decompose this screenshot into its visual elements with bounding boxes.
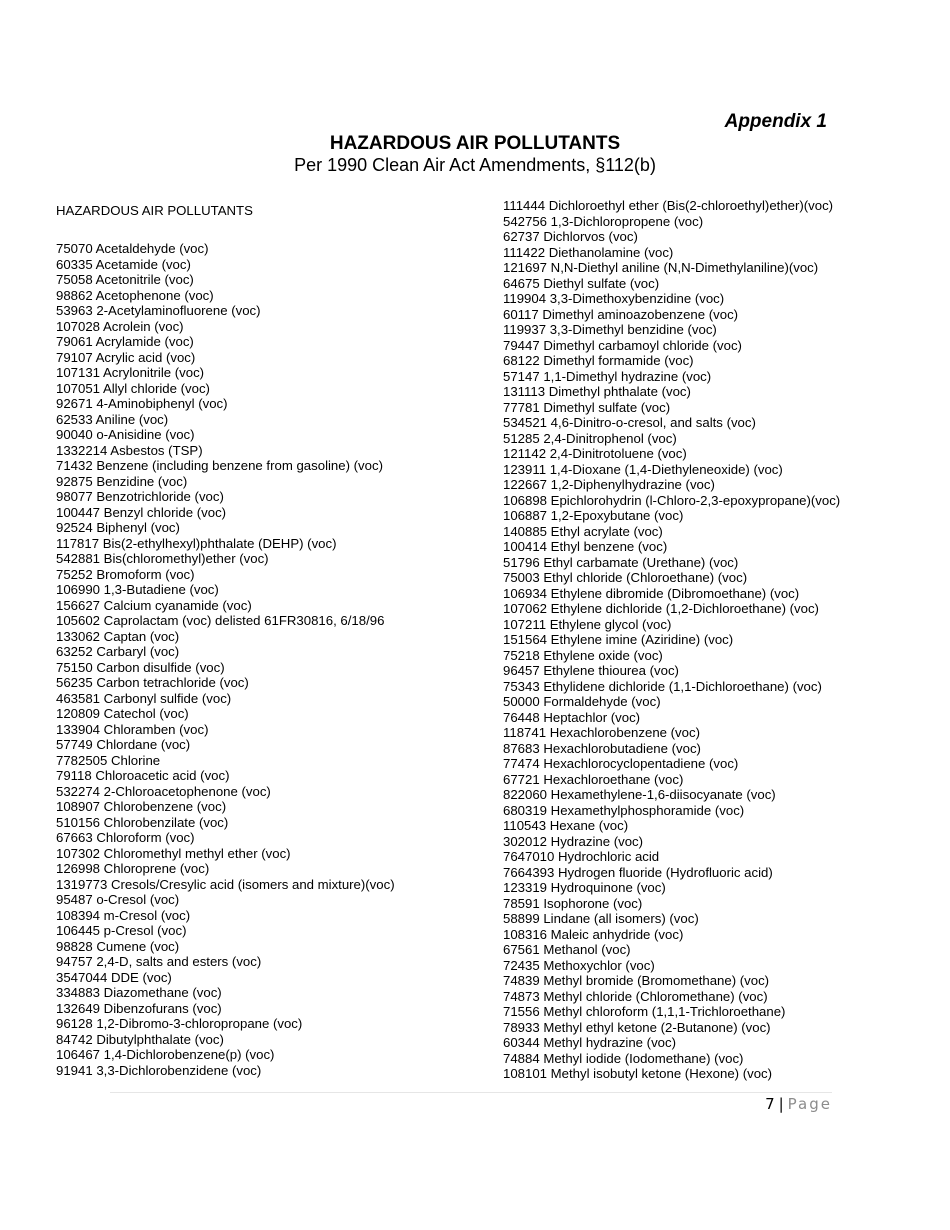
pollutant-entry: 118741 Hexachlorobenzene (voc) bbox=[503, 725, 700, 740]
pollutant-entry: 151564 Ethylene imine (Aziridine) (voc) bbox=[503, 632, 734, 647]
pollutant-entry: 111422 Diethanolamine (voc) bbox=[503, 244, 674, 260]
pollutant-entry: 79061 Acrylamide (voc) bbox=[56, 334, 194, 349]
pollutant-entry: 62533 Aniline (voc) bbox=[56, 411, 169, 427]
pollutant-entry: 57749 Chlordane (voc) bbox=[56, 737, 191, 752]
pollutant-entry: 133904 Chloramben (voc) bbox=[56, 721, 209, 737]
page-label: Page bbox=[787, 1095, 832, 1113]
pollutant-entry: 126998 Chloroprene (voc) bbox=[56, 861, 210, 876]
pollutant-entry: 105602 Caprolactam (voc) delisted 61FR30816, 6/18/96 bbox=[56, 613, 385, 628]
pollutant-entry: 78933 Methyl ethyl ketone (2-Butanone) (voc) bbox=[503, 1019, 771, 1035]
pollutant-entry: 76448 Heptachlor (voc) bbox=[503, 709, 641, 725]
pollutant-entry: 106934 Ethylene dibromide (Dibromoethane) (voc) bbox=[503, 585, 800, 601]
pollutant-entry: 96128 1,2-Dibromo-3-chloropropane (voc) bbox=[56, 1016, 303, 1031]
pollutant-entry: 79107 Acrylic acid (voc) bbox=[56, 349, 196, 365]
pollutant-entry: 463581 Carbonyl sulfide (voc) bbox=[56, 690, 232, 706]
pollutant-entry: 56235 Carbon tetrachloride (voc) bbox=[56, 675, 249, 690]
pollutant-entry: 72435 Methoxychlor (voc) bbox=[503, 957, 655, 973]
pollutant-entry: 63252 Carbaryl (voc) bbox=[56, 644, 180, 659]
pollutant-entry: 107062 Ethylene dichloride (1,2-Dichloroethane) (voc) bbox=[503, 601, 819, 616]
pollutant-entry: 100447 Benzyl chloride (voc) bbox=[56, 504, 227, 520]
pollutant-entry: 75150 Carbon disulfide (voc) bbox=[56, 659, 225, 675]
pollutant-entry: 57147 1,1-Dimethyl hydrazine (voc) bbox=[503, 368, 712, 384]
page-footer bbox=[765, 1095, 832, 1113]
pollutant-entry: 79118 Chloroacetic acid (voc) bbox=[56, 768, 230, 783]
pollutant-entry: 75003 Ethyl chloride (Chloroethane) (voc) bbox=[503, 570, 748, 585]
document-subtitle: Per 1990 Clean Air Act Amendments, §112(b) bbox=[294, 155, 656, 175]
pollutant-entry: 106467 1,4-Dichlorobenzene(p) (voc) bbox=[56, 1047, 275, 1062]
pollutant-entry: 98828 Cumene (voc) bbox=[56, 938, 180, 954]
pollutant-entry: 132649 Dibenzofurans (voc) bbox=[56, 1000, 222, 1016]
pollutant-entry: 120809 Catechol (voc) bbox=[56, 706, 189, 721]
footer-divider bbox=[110, 1092, 832, 1093]
pollutant-entry: 133062 Captan (voc) bbox=[56, 628, 180, 644]
pollutant-entry: 7664393 Hydrogen fluoride (Hydrofluoric acid) bbox=[503, 864, 773, 880]
pollutant-entry: 60335 Acetamide (voc) bbox=[56, 256, 191, 272]
pollutant-entry: 60117 Dimethyl aminoazobenzene (voc) bbox=[503, 306, 739, 322]
pollutant-entry: 107302 Chloromethyl methyl ether (voc) bbox=[56, 845, 291, 861]
pollutant-entry: 110543 Hexane (voc) bbox=[503, 818, 629, 833]
pollutant-entry: 67663 Chloroform (voc) bbox=[56, 830, 195, 845]
pollutant-entry: 123319 Hydroquinone (voc) bbox=[503, 880, 666, 895]
pollutant-entry: 71556 Methyl chloroform (1,1,1-Trichloroethane) bbox=[503, 1004, 786, 1019]
pollutant-entry: 302012 Hydrazine (voc) bbox=[503, 833, 644, 849]
pollutant-entry: 107211 Ethylene glycol (voc) bbox=[503, 616, 672, 632]
pollutant-entry: 87683 Hexachlorobutadiene (voc) bbox=[503, 740, 701, 756]
pollutant-entry: 75252 Bromoform (voc) bbox=[56, 566, 195, 582]
pollutant-entry: 140885 Ethyl acrylate (voc) bbox=[503, 523, 663, 539]
pollutant-entry: 107131 Acrylonitrile (voc) bbox=[56, 365, 205, 380]
pollutant-entry: 51796 Ethyl carbamate (Urethane) (voc) bbox=[503, 554, 739, 570]
pollutant-entry: 60344 Methyl hydrazine (voc) bbox=[503, 1035, 676, 1050]
pollutant-entry: 53963 2-Acetylaminofluorene (voc) bbox=[56, 303, 261, 318]
pollutant-entry: 98862 Acetophenone (voc) bbox=[56, 287, 214, 303]
pollutant-entry: 117817 Bis(2-ethylhexyl)phthalate (DEHP) (voc) bbox=[56, 535, 337, 551]
pollutant-entry: 542881 Bis(chloromethyl)ether (voc) bbox=[56, 551, 269, 566]
document-title: HAZARDOUS AIR POLLUTANTS bbox=[329, 133, 621, 154]
footer-separator: | bbox=[778, 1095, 784, 1113]
pollutant-entry: 106990 1,3-Butadiene (voc) bbox=[56, 582, 219, 597]
pollutant-entry: 92671 4-Aminobiphenyl (voc) bbox=[56, 396, 228, 411]
page-number: 7 bbox=[765, 1095, 775, 1113]
pollutant-entry: 108316 Maleic anhydride (voc) bbox=[503, 926, 684, 942]
pollutant-entry: 64675 Diethyl sulfate (voc) bbox=[503, 275, 660, 291]
pollutant-entry: 106887 1,2-Epoxybutane (voc) bbox=[503, 508, 684, 523]
pollutant-entry: 111444 Dichloroethyl ether (Bis(2-chloroethyl)ether)(voc) bbox=[503, 198, 834, 213]
pollutant-entry: 122667 1,2-Diphenylhydrazine (voc) bbox=[503, 477, 715, 492]
pollutant-entry: 67721 Hexachloroethane (voc) bbox=[503, 771, 684, 787]
pollutant-entry: 510156 Chlorobenzilate (voc) bbox=[56, 814, 229, 830]
pollutant-entry: 92875 Benzidine (voc) bbox=[56, 473, 188, 489]
pollutant-entry: 75218 Ethylene oxide (voc) bbox=[503, 647, 663, 663]
pollutant-entry: 79447 Dimethyl carbamoyl chloride (voc) bbox=[503, 337, 742, 353]
pollutant-entry: 74884 Methyl iodide (Iodomethane) (voc) bbox=[503, 1050, 744, 1066]
pollutant-entry: 106898 Epichlorohydrin (l-Chloro-2,3-epoxypropane)(voc) bbox=[503, 492, 841, 508]
pollutant-entry: 1332214 Asbestos (TSP) bbox=[56, 442, 203, 458]
pollutant-entry: 67561 Methanol (voc) bbox=[503, 942, 631, 957]
pollutant-entry: 58899 Lindane (all isomers) (voc) bbox=[503, 911, 699, 926]
pollutant-entry: 107051 Allyl chloride (voc) bbox=[56, 380, 210, 396]
left-column-list bbox=[56, 241, 395, 1078]
pollutant-entry: 95487 o-Cresol (voc) bbox=[56, 892, 180, 907]
pollutant-entry: 156627 Calcium cyanamide (voc) bbox=[56, 597, 252, 613]
pollutant-entry: 119904 3,3-Dimethoxybenzidine (voc) bbox=[503, 291, 725, 306]
pollutant-entry: 108394 m-Cresol (voc) bbox=[56, 907, 191, 923]
pollutant-entry: 50000 Formaldehyde (voc) bbox=[503, 694, 661, 709]
pollutant-entry: 78591 Isophorone (voc) bbox=[503, 895, 643, 911]
pollutant-entry: 71432 Benzene (including benzene from gasoline) (voc) bbox=[56, 458, 383, 473]
pollutant-entry: 334883 Diazomethane (voc) bbox=[56, 985, 222, 1000]
pollutant-entry: 107028 Acrolein (voc) bbox=[56, 318, 184, 334]
pollutant-entry: 74873 Methyl chloride (Chloromethane) (voc) bbox=[503, 988, 768, 1004]
pollutant-entry: 7782505 Chlorine bbox=[56, 752, 161, 768]
appendix-label: Appendix 1 bbox=[724, 111, 827, 132]
pollutant-entry: 91941 3,3-Dichlorobenzidene (voc) bbox=[56, 1062, 262, 1078]
pollutant-entry: 98077 Benzotrichloride (voc) bbox=[56, 489, 224, 504]
pollutant-entry: 7647010 Hydrochloric acid bbox=[503, 849, 660, 864]
pollutant-entry: 77474 Hexachlorocyclopentadiene (voc) bbox=[503, 756, 739, 771]
left-column-heading: HAZARDOUS AIR POLLUTANTS bbox=[56, 203, 253, 218]
pollutant-entry: 68122 Dimethyl formamide (voc) bbox=[503, 353, 694, 368]
pollutant-entry: 75058 Acetonitrile (voc) bbox=[56, 272, 194, 287]
pollutant-entry: 680319 Hexamethylphosphoramide (voc) bbox=[503, 802, 745, 818]
pollutant-entry: 1319773 Cresols/Cresylic acid (isomers and mixture)(voc) bbox=[56, 876, 395, 892]
pollutant-entry: 77781 Dimethyl sulfate (voc) bbox=[503, 399, 671, 415]
pollutant-entry: 75070 Acetaldehyde (voc) bbox=[56, 241, 209, 256]
pollutant-entry: 123911 1,4-Dioxane (1,4-Diethyleneoxide) (voc) bbox=[503, 461, 783, 477]
pollutant-entry: 822060 Hexamethylene-1,6-diisocyanate (voc) bbox=[503, 787, 776, 802]
pollutant-entry: 74839 Methyl bromide (Bromomethane) (voc) bbox=[503, 973, 770, 988]
pollutant-entry: 96457 Ethylene thiourea (voc) bbox=[503, 663, 679, 678]
pollutant-entry: 121697 N,N-Diethyl aniline (N,N-Dimethylaniline)(voc) bbox=[503, 260, 819, 275]
pollutant-entry: 532274 2-Chloroacetophenone (voc) bbox=[56, 783, 271, 799]
pollutant-entry: 100414 Ethyl benzene (voc) bbox=[503, 539, 668, 554]
pollutant-entry: 121142 2,4-Dinitrotoluene (voc) bbox=[503, 446, 687, 461]
pollutant-entry: 90040 o-Anisidine (voc) bbox=[56, 427, 195, 442]
pollutant-entry: 119937 3,3-Dimethyl benzidine (voc) bbox=[503, 322, 717, 337]
pollutant-entry: 3547044 DDE (voc) bbox=[56, 969, 172, 985]
pollutant-entry: 94757 2,4-D, salts and esters (voc) bbox=[56, 954, 262, 969]
pollutant-entry: 106445 p-Cresol (voc) bbox=[56, 923, 187, 938]
pollutant-entry: 131113 Dimethyl phthalate (voc) bbox=[503, 384, 691, 399]
pollutant-entry: 75343 Ethylidene dichloride (1,1-Dichloroethane) (voc) bbox=[503, 678, 822, 694]
pollutant-entry: 542756 1,3-Dichloropropene (voc) bbox=[503, 213, 704, 229]
pollutant-entry: 92524 Biphenyl (voc) bbox=[56, 520, 180, 535]
pollutant-entry: 108101 Methyl isobutyl ketone (Hexone) (voc) bbox=[503, 1066, 773, 1081]
right-column-list bbox=[503, 198, 840, 1082]
pollutant-entry: 84742 Dibutylphthalate (voc) bbox=[56, 1031, 224, 1047]
pollutant-entry: 51285 2,4-Dinitrophenol (voc) bbox=[503, 430, 677, 446]
pollutant-entry: 108907 Chlorobenzene (voc) bbox=[56, 799, 227, 814]
pollutant-entry: 534521 4,6-Dinitro-o-cresol, and salts (voc) bbox=[503, 415, 756, 430]
pollutant-entry: 62737 Dichlorvos (voc) bbox=[503, 229, 638, 244]
